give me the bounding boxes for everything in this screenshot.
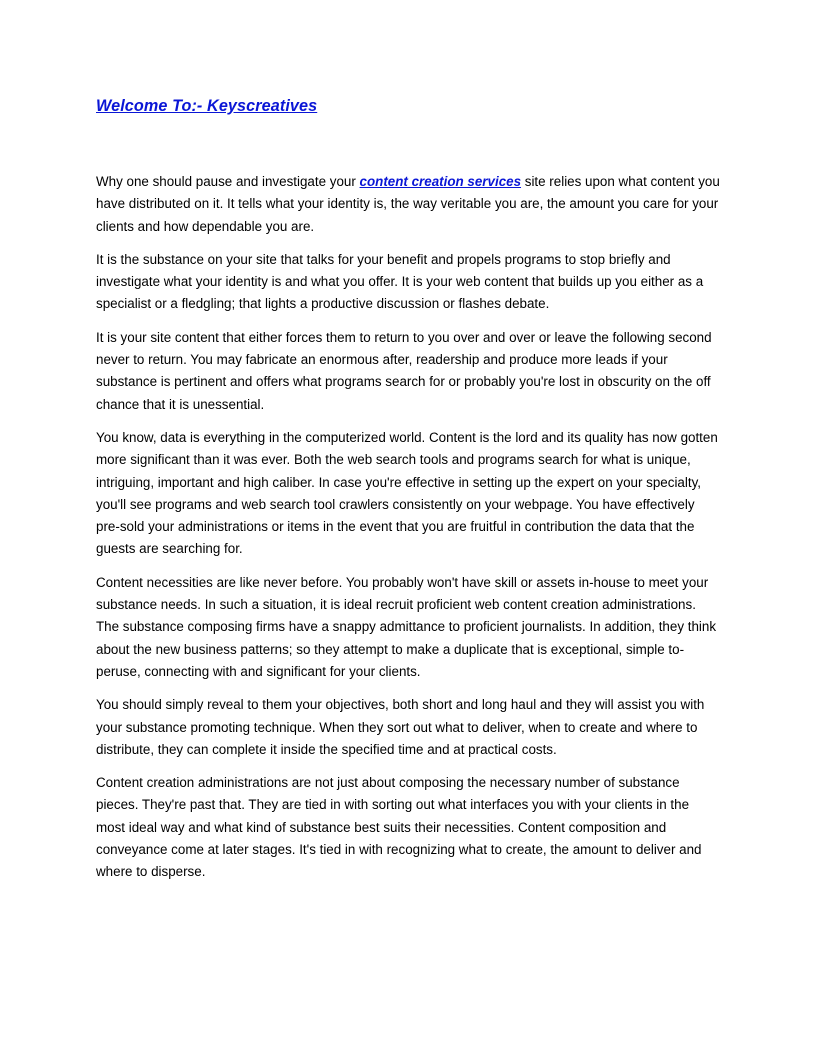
paragraph-3: It is your site content that either forces them to return to you over and over or leave the following second never to return. You may fabricate an enormous after, readership and produce more leads if your substance is pertinent and offers what programs search for or probably you're lost in obscurity on the off chance that it is unessential. <box>96 329 712 412</box>
paragraph-7: Content creation administrations are not just about composing the necessary number of substance pieces. They're past that. They are tied in with sorting out what interfaces you with your clients in the most ideal way and what kind of substance best suits their necessities. Content composition and conveyance come at later stages. It's tied in with recognizing what to create, the amount to deliver and where to disperse. <box>96 775 702 880</box>
document-body <box>96 171 720 895</box>
page-title-link[interactable]: Welcome To:- Keyscreatives <box>96 97 318 115</box>
paragraph-2: It is the substance on your site that talks for your benefit and propels programs to stop briefly and investigate what your identity is and what you offer. It is your web content that builds up you either as a specialist or a fledgling; that lights a productive discussion or flashes debate. <box>96 251 704 312</box>
paragraph-6: You should simply reveal to them your objectives, both short and long haul and they will assist you with your substance promoting technique. When they sort out what to deliver, when to create and where to distribute, they can complete it inside the specified time and at practical costs. <box>96 697 705 757</box>
paragraph-1-after-link: site relies upon what content you have distributed on it. It tells what your identity is, the way veritable you are, the amount you care for your clients and how dependable you are. <box>96 174 720 234</box>
paragraph-5: Content necessities are like never before. You probably won't have skill or assets in-house to meet your substance needs. In such a situation, it is ideal recruit proficient web content creation administrations. The substance composing firms have a snappy admittance to proficient journalists. In addition, they think about the new business patterns; so they attempt to make a duplicate that is exceptional, simple to-peruse, connecting with and significant for your clients. <box>96 574 717 679</box>
paragraph-1 <box>96 171 720 238</box>
paragraph-4: You know, data is everything in the computerized world. Content is the lord and its quality has now gotten more significant than it was ever. Both the web search tools and programs search for what is unique, intriguing, important and high caliber. In case you're effective in setting up the expert on your specialty, you'll see programs and web search tool crawlers consistently on your webpage. You have effectively pre-sold your administrations or items in the event that you are fruitful in contribution the data that the guests are searching for. <box>96 429 718 557</box>
paragraph-1-before-link: Why one should pause and investigate your <box>96 174 360 189</box>
content-creation-services-link[interactable]: content creation services <box>359 174 522 189</box>
